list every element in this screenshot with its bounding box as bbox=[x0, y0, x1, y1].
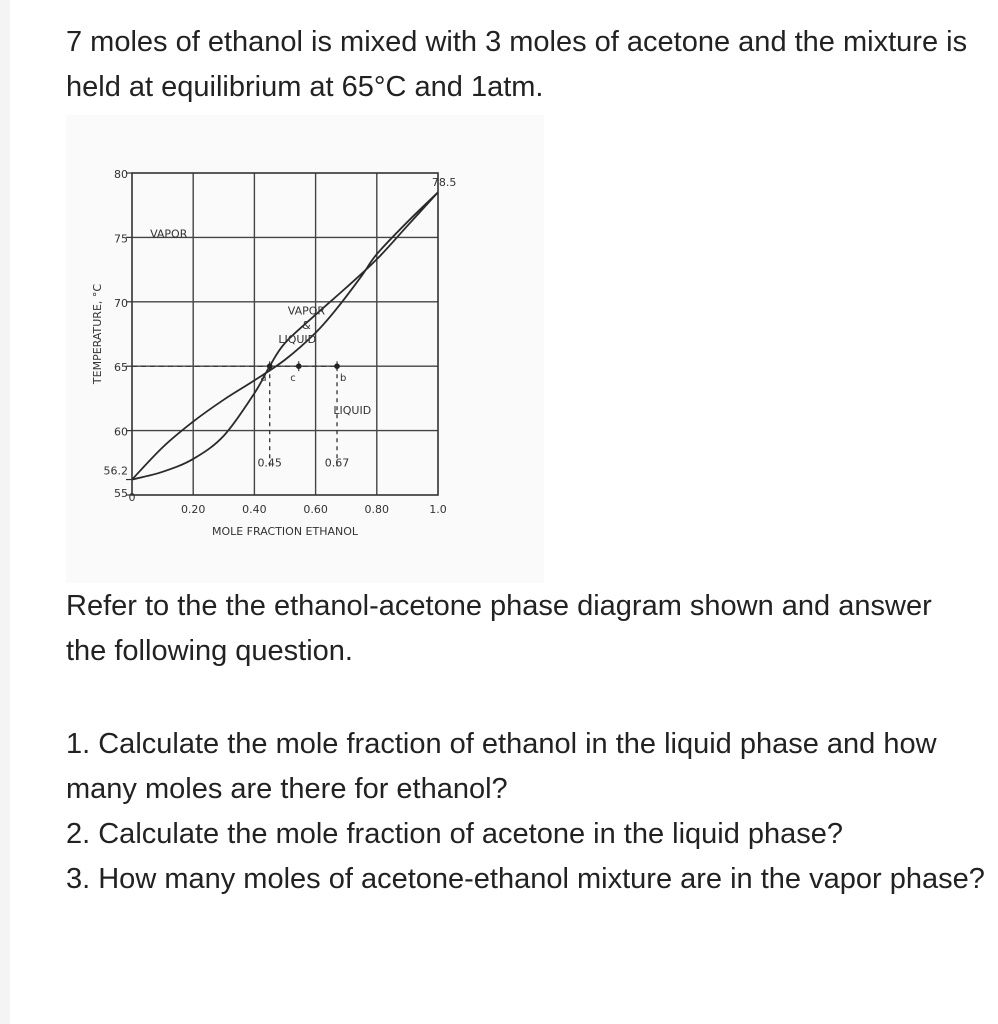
annotation-liquid: LIQUID bbox=[333, 403, 372, 417]
y-axis-title: TEMPERATURE, °C bbox=[91, 283, 104, 385]
annotation-0-67: 0.67 bbox=[324, 456, 350, 470]
x-tick-label: 1.0 bbox=[429, 503, 447, 516]
y-tick-label: 80 bbox=[114, 168, 128, 181]
question-list bbox=[66, 722, 986, 902]
y-tick-label: 56.2 bbox=[103, 464, 128, 478]
x-tick-label: 0 bbox=[128, 491, 136, 504]
x-tick-label: 0.20 bbox=[180, 503, 206, 516]
phase-diagram-figure bbox=[66, 115, 544, 583]
annotation-vapor: VAPOR bbox=[150, 227, 188, 241]
question-card bbox=[10, 0, 998, 1024]
y-tick-label: 70 bbox=[114, 296, 128, 310]
phase-diagram-chart bbox=[66, 115, 544, 583]
point-label-b: b bbox=[340, 373, 347, 385]
annotation-vapor: VAPOR bbox=[287, 304, 326, 318]
annotation-liquid: LIQUID bbox=[278, 333, 317, 347]
point-label-c: c bbox=[290, 373, 296, 385]
x-tick-label: 0.80 bbox=[364, 503, 390, 516]
question-item-2: 2. Calculate the mole fraction of acetone in the liquid phase? bbox=[66, 818, 844, 850]
x-tick-label: 0.40 bbox=[242, 503, 267, 516]
question-refer: Refer to the the ethanol-acetone phase diagram shown and answer the following question. bbox=[66, 590, 932, 667]
annotation-78-5: 78.5 bbox=[431, 175, 457, 189]
y-tick-label: 75 bbox=[114, 232, 128, 246]
y-tick-label: 55 bbox=[114, 487, 128, 500]
question-item-1: 1. Calculate the mole fraction of ethanol in the liquid phase and how many moles are there for ethanol? bbox=[66, 728, 937, 805]
x-tick-label: 0.60 bbox=[303, 503, 328, 516]
annotation--: & bbox=[302, 318, 311, 332]
y-tick-label: 60 bbox=[114, 425, 128, 439]
marker-layer bbox=[132, 361, 340, 469]
y-tick-label: 65 bbox=[114, 361, 128, 375]
question-item-3: 3. How many moles of acetone-ethanol mixture are in the vapor phase? bbox=[66, 863, 985, 895]
point-label-a: a bbox=[260, 373, 267, 385]
question-intro: 7 moles of ethanol is mixed with 3 moles of acetone and the mixture is held at equilibrium at 65°C and 1atm. bbox=[66, 26, 968, 103]
axis-layer bbox=[91, 168, 447, 538]
x-axis-title: MOLE FRACTION ETHANOL bbox=[211, 525, 359, 538]
annotation-0-45: 0.45 bbox=[257, 456, 282, 470]
